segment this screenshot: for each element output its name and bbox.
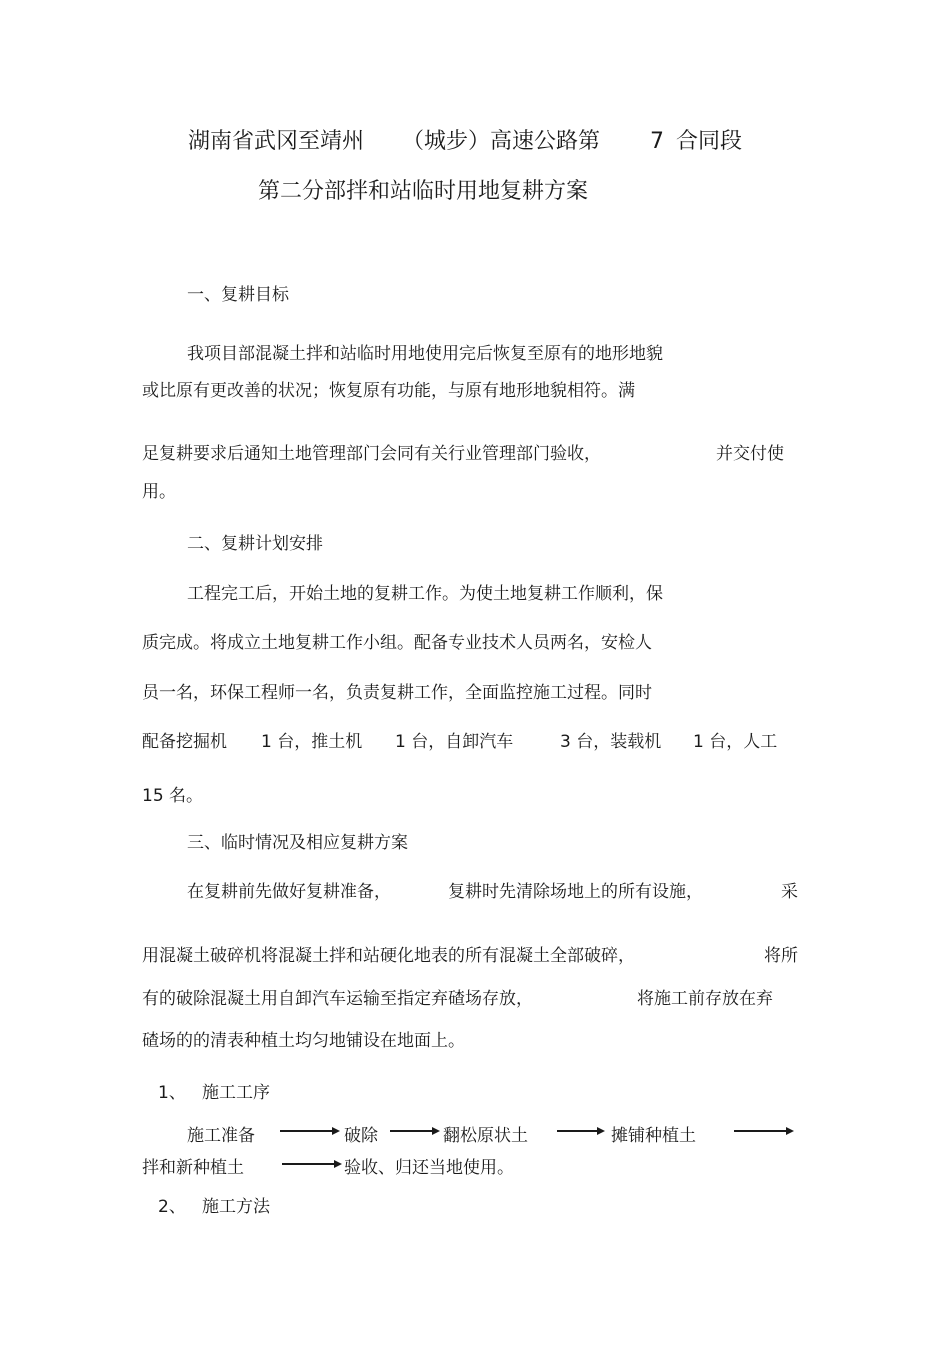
- paragraph-line: 足复耕要求后通知土地管理部门会同有关行业管理部门验收，: [142, 444, 601, 464]
- paragraph-line: 并交付使: [716, 444, 784, 464]
- equipment-line-part: 配备挖掘机: [142, 732, 227, 752]
- process-step: 摊铺种植土: [611, 1126, 696, 1146]
- subsection-1-number: 1、: [158, 1083, 186, 1103]
- paragraph-line-part: 将施工前存放在弃: [637, 989, 773, 1009]
- paragraph-line: 15 名。: [142, 786, 204, 806]
- title-part-2: （城步）高速公路第: [402, 129, 601, 154]
- process-step: 翻松原状土: [443, 1126, 528, 1146]
- title-part-1: 湖南省武冈至靖州: [188, 129, 365, 154]
- paragraph-line: 用。: [142, 482, 176, 502]
- paragraph-line-part: 将所: [764, 946, 798, 966]
- section-1-heading: 一、复耕目标: [187, 285, 289, 305]
- equipment-line-part: 1 台，自卸汽车: [395, 732, 514, 752]
- arrow-right-icon: [734, 1124, 794, 1138]
- title-number: 7: [650, 129, 664, 154]
- paragraph-line: 或比原有更改善的状况；恢复原有功能，与原有地形地貌相符。满: [142, 381, 635, 401]
- paragraph-line: 工程完工后，开始土地的复耕工作。为使土地复耕工作顺利，保: [187, 584, 663, 604]
- subsection-1-label: 施工工序: [202, 1083, 270, 1103]
- arrow-right-icon: [390, 1124, 440, 1138]
- subsection-2-number: 2、: [158, 1197, 186, 1217]
- process-step: 拌和新种植土: [142, 1158, 244, 1178]
- equipment-line-part: 1 台，人工: [693, 732, 778, 752]
- paragraph-line: 碴场的的清表种植土均匀地铺设在地面上。: [142, 1031, 465, 1051]
- equipment-line-part: 1 台，推土机: [261, 732, 363, 752]
- paragraph-line-part: 有的破除混凝土用自卸汽车运输至指定弃碴场存放，: [142, 989, 533, 1009]
- paragraph-line-part: 采: [781, 882, 798, 902]
- paragraph-line: 我项目部混凝土拌和站临时用地使用完后恢复至原有的地形地貌: [187, 344, 663, 364]
- document-subtitle: 第二分部拌和站临时用地复耕方案: [258, 179, 589, 204]
- section-2-heading: 二、复耕计划安排: [187, 534, 323, 554]
- paragraph-line: 质完成。将成立土地复耕工作小组。配备专业技术人员两名，安检人: [142, 633, 652, 653]
- paragraph-line-part: 复耕时先清除场地上的所有设施，: [448, 882, 703, 902]
- arrow-right-icon: [280, 1124, 340, 1138]
- process-step: 验收、归还当地使用。: [344, 1158, 514, 1178]
- section-3-heading: 三、临时情况及相应复耕方案: [187, 833, 408, 853]
- paragraph-line: 员一名，环保工程师一名，负责复耕工作，全面监控施工过程。同时: [142, 683, 652, 703]
- arrow-right-icon: [282, 1157, 342, 1171]
- subsection-2-label: 施工方法: [202, 1197, 270, 1217]
- paragraph-line-part: 在复耕前先做好复耕准备，: [187, 882, 391, 902]
- paragraph-line-part: 用混凝土破碎机将混凝土拌和站硬化地表的所有混凝土全部破碎，: [142, 946, 635, 966]
- process-step: 破除: [344, 1126, 378, 1146]
- title-part-3: 合同段: [676, 129, 743, 154]
- arrow-right-icon: [557, 1124, 605, 1138]
- equipment-line-part: 3 台，装载机: [560, 732, 662, 752]
- process-step: 施工准备: [187, 1126, 255, 1146]
